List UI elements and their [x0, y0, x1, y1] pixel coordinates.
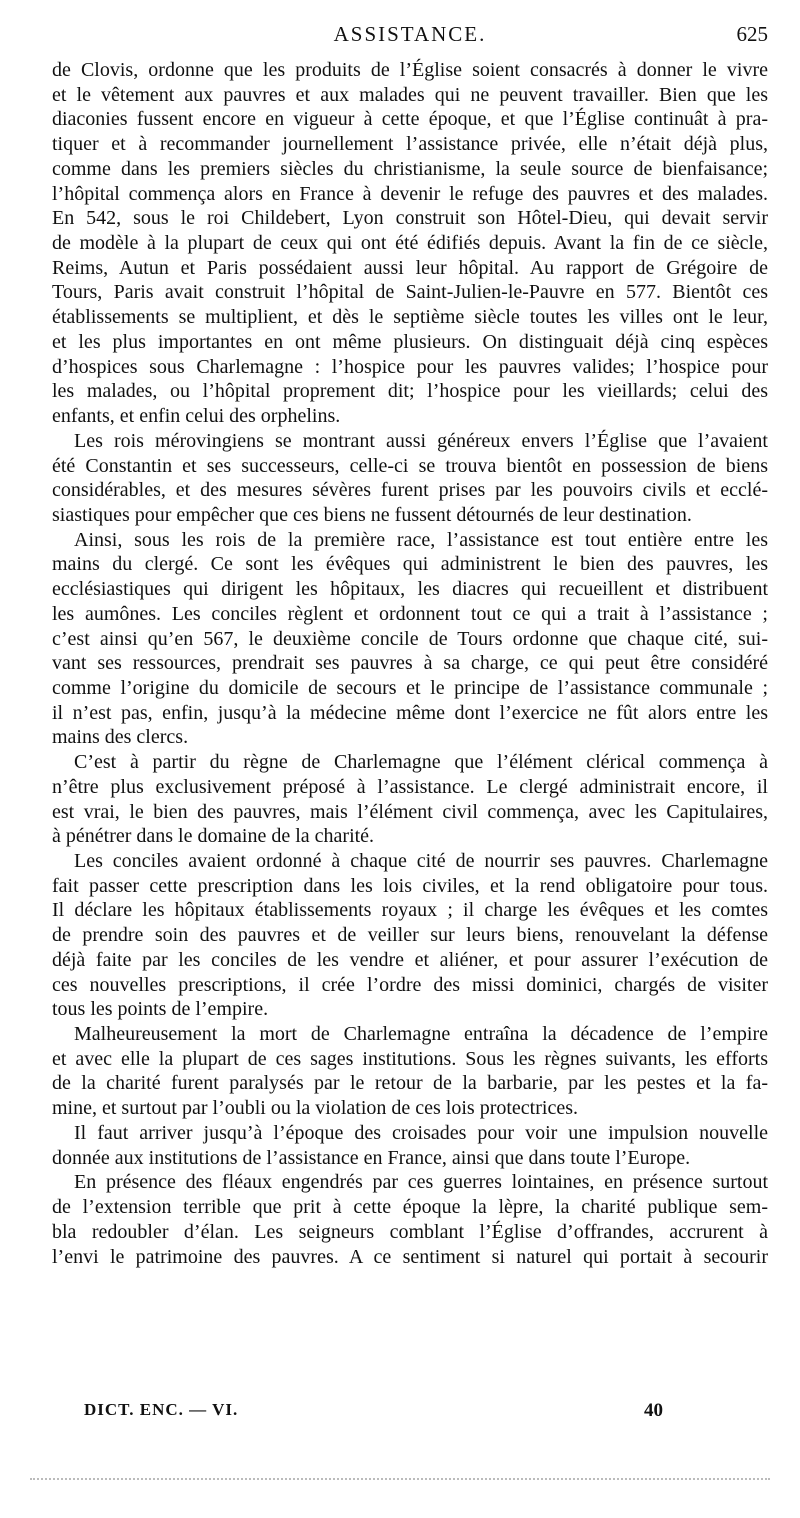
- text-line: Les conciles avaient ordonné à chaque cité de nourrir ses pauvres. Charlemagne: [74, 850, 768, 872]
- text-line: siastiques pour empêcher que ces biens ne fussent détournés de leur destination.: [52, 503, 692, 526]
- text-line: C’est à partir du règne de Charlemagne que l’élément clérical commença à: [74, 751, 768, 774]
- text-line: déjà faite par les conciles de les vendre et aliéner, et pour assurer l’exécution de: [52, 948, 768, 971]
- text-line: Ainsi, sous les rois de la première race, l’assistance est tout entière entre les: [74, 528, 768, 551]
- paragraph: [52, 1022, 768, 1121]
- text-line: ces nouvelles prescriptions, il crée l’ordre des missi dominici, chargés de visiter: [52, 973, 768, 996]
- text-line: comme l’origine du domicile de secours et le principe de l’assistance communale ;: [52, 676, 768, 699]
- text-line: d’hospices sous Charlemagne : l’hospice pour les pauvres valides; l’hospice pour: [52, 355, 768, 378]
- running-header: [52, 22, 768, 52]
- text-line: à pénétrer dans le domaine de la charité.: [52, 825, 375, 848]
- text-line: les aumônes. Les conciles règlent et ordonnent tout ce qui a trait à l’assistance ;: [52, 602, 768, 625]
- signature-mark: 40: [644, 1400, 663, 1421]
- text-line: et avec elle la plupart de ces sages institutions. Sous les règnes suivants, les efforts: [52, 1047, 768, 1070]
- paragraph: [52, 750, 768, 849]
- text-line: Il déclare les hôpitaux établissements royaux ; il charge les évêques et les comtes: [52, 899, 768, 922]
- paragraph: [52, 429, 768, 528]
- text-line: l’envi le patrimoine des pauvres. A ce sentiment si naturel qui portait à secourir: [52, 1245, 768, 1268]
- bleed-through-rule: [30, 1478, 770, 1480]
- text-line: comme dans les premiers siècles du christianisme, la seule source de bienfaisance;: [52, 157, 768, 180]
- text-line: et le vêtement aux pauvres et aux malades qui ne peuvent travailler. Bien que les: [52, 83, 768, 106]
- text-line: de prendre soin des pauvres et de veiller sur leurs biens, renouvelant la défense: [52, 924, 768, 947]
- text-line: En 542, sous le roi Childebert, Lyon construit son Hôtel-Dieu, qui devait servir: [52, 207, 768, 230]
- text-line: donnée aux institutions de l’assistance en France, ainsi que dans toute l’Europe.: [52, 1146, 691, 1169]
- text-line: En présence des fléaux engendrés par ces guerres lointaines, en présence surtout: [74, 1171, 768, 1194]
- paragraph: [52, 1170, 768, 1269]
- text-line: établissements se multiplient, et dès le septième siècle toutes les villes ont le leur,: [52, 306, 768, 329]
- text-line: mine, et surtout par l’oubli ou la violation de ces lois protectrices.: [52, 1097, 578, 1120]
- page-number: 625: [736, 22, 768, 46]
- text-line: est vrai, le bien des pauvres, mais l’élément civil commença, avec les Capitulaires,: [52, 800, 768, 823]
- text-line: enfants, et enfin celui des orphelins.: [52, 405, 341, 428]
- text-line: vant ses ressources, prendrait ses pauvres à sa charge, ce qui peut être considéré: [52, 652, 768, 675]
- paragraph: [52, 528, 768, 750]
- text-line: Reims, Autun et Paris possédaient aussi leur hôpital. Au rapport de Grégoire de: [52, 256, 768, 279]
- paragraph: [52, 58, 768, 429]
- text-line: Il faut arriver jusqu’à l’époque des croisades pour voir une impulsion nouvelle: [74, 1121, 768, 1144]
- text-line: Les rois mérovingiens se montrant aussi généreux envers l’Église que l’avaient: [74, 429, 768, 452]
- text-line: de modèle à la plupart de ceux qui ont été édifiés depuis. Avant la fin de ce siècle,: [52, 232, 768, 255]
- text-line: Tours, Paris avait construit l’hôpital de Saint-Julien-le-Pauvre en 577. Bientôt ces: [52, 281, 768, 304]
- text-line: c’est ainsi qu’en 567, le deuxième concile de Tours ordonne que chaque cité, sui-: [52, 627, 768, 650]
- body-text: [52, 58, 768, 1269]
- text-line: de la charité furent paralysés par le retour de la barbarie, par les pestes et la fa-: [52, 1072, 768, 1095]
- text-line: n’être plus exclusivement préposé à l’assistance. Le clergé administrait encore, il: [52, 775, 768, 798]
- page-footer: [84, 1400, 684, 1428]
- text-line: Malheureusement la mort de Charlemagne entraîna la décadence de l’empire: [74, 1023, 768, 1046]
- text-line: été Constantin et ses successeurs, celle-ci se trouva bientôt en possession de biens: [52, 454, 768, 477]
- text-line: ecclésiastiques qui dirigent les hôpitaux, les diacres qui recueillent et distribuent: [52, 578, 768, 601]
- text-line: mains du clergé. Ce sont les évêques qui administrent le bien des pauvres, les: [52, 553, 768, 576]
- text-line: il n’est pas, enfin, jusqu’à la médecine même dont l’exercice ne fût alors entre les: [52, 701, 768, 724]
- text-line: l’hôpital commença alors en France à devenir le refuge des pauvres et des malades.: [52, 182, 768, 205]
- text-line: tous les points de l’empire.: [52, 998, 269, 1021]
- text-line: mains des clercs.: [52, 726, 189, 749]
- text-line: les malades, ou l’hôpital proprement dit; l’hospice pour les vieillards; celui des: [52, 380, 768, 403]
- text-line: de Clovis, ordonne que les produits de l’Église soient consacrés à donner le vivre: [52, 59, 768, 81]
- text-line: et les plus importantes en ont même plusieurs. On distinguait déjà cinq espèces: [52, 330, 768, 353]
- text-line: diaconies fussent encore en vigueur à cette époque, et que l’Église continuât à pra-: [52, 108, 768, 131]
- section-title: ASSISTANCE.: [333, 22, 487, 46]
- volume-reference: DICT. ENC. — VI.: [84, 1400, 239, 1419]
- text-line: fait passer cette prescription dans les lois civiles, et la rend obligatoire pour tous.: [52, 874, 768, 897]
- text-line: bla redoubler d’élan. Les seigneurs comblant l’Église d’offrandes, accrurent à: [52, 1220, 768, 1243]
- text-line: de l’extension terrible que prit à cette époque la lèpre, la charité publique sem-: [52, 1196, 768, 1219]
- text-line: considérables, et des mesures sévères furent prises par les pouvoirs civils et ecclé-: [52, 479, 768, 502]
- paragraph: [52, 849, 768, 1022]
- paragraph: [52, 1121, 768, 1170]
- text-line: tiquer et à recommander journellement l’assistance privée, elle n’était déjà plus,: [52, 133, 768, 156]
